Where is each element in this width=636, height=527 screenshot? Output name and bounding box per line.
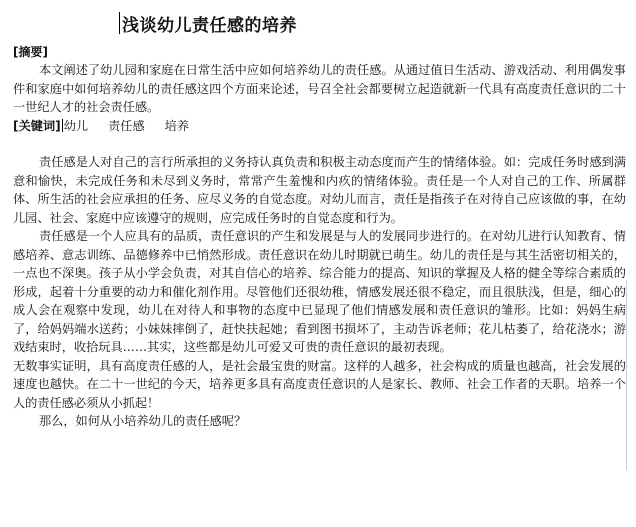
document-title: 浅谈幼儿责任感的培养 (122, 15, 297, 36)
body-paragraph-4: 那么，如何从小培养幼儿的责任感呢？ (39, 414, 247, 428)
keyword-item: 责任感 (108, 118, 145, 133)
keyword-item: 幼儿 (63, 118, 89, 133)
body-paragraph-3: 无数事实证明，具有高度责任感的人，是社会最宝贵的财富。这样的人越多，社会构成的质量也越高，社会发展的速度也越快。在二十一世纪的今天，培养更多具有高度责任意识的人是家长、教师、社会工作者的天职。培养一个人的责任感必须从小抓起！ (13, 358, 626, 410)
body-paragraph-1: 责任感是人对自己的言行所承担的义务持认真负责和积极主动态度而产生的情绪体验。如：完成任务时感到满意和愉快，未完成任务和未尽到义务时，常常产生羞愧和内疚的情绪体验。责任是一个人对自己的工作、所属群体、所生活的社会应承担的任务、应尽义务的自觉态度。对幼儿而言，责任是指孩子在对待自己应该做的事，在幼儿园、社会、家庭中应该遵守的规则，应完成任务时的自觉态度和行为。 (13, 155, 626, 225)
body-paragraph-2: 责任感是一个人应具有的品质，责任意识的产生和发展是与人的发展同步进行的。在对幼儿进行认知教育、情感培养、意志训练、品德修养中已悄然形成。责任意识在幼儿时期就已萌生。幼儿的责任是与其生活密切相关的，一点也不深奥。孩子从小学会负责，对其自信心的培养、综合能力的提高、知识的掌握及人格的健全等综合素质的形成，起着十分重要的动力和催化剂作用。尽管他们还很幼稚，情感发展还很不稳定，而且很肤浅，但是，细心的成人会在观察中发现，幼儿在对待人和事物的态度中已显现了他们情感发展和责任意识的雏形。比如：妈妈生病了，给妈妈端水送药；小妹妹摔倒了，赶快扶起她；看到图书损坏了，主动告诉老师；花儿枯萎了，给花浇水；游戏结束时，收拾玩具……其实，这些都是幼儿可爱又可贵的责任意识的最初表现。 (13, 229, 626, 354)
keywords-label: [关键词] (13, 118, 61, 133)
title-row (13, 6, 626, 40)
abstract-text: 本文阐述了幼儿园和家庭在日常生活中应如何培养幼儿的责任感。从通过值日生活动、游戏活动、利用偶发事件和家庭中如何培养幼儿的责任感这四个方面来论述，号召全社会都要树立起造就新一代具有高度责任意识的二十一世纪人才的社会责任感。 (13, 63, 626, 114)
keyword-item: 培养 (164, 118, 190, 133)
abstract-label: [摘要] (13, 45, 48, 59)
body-text (13, 153, 626, 431)
text-cursor (119, 12, 120, 34)
keywords-row (13, 117, 626, 136)
blank-line (13, 135, 626, 153)
page-edge-rule (626, 280, 627, 470)
keywords-cursor (62, 119, 63, 132)
